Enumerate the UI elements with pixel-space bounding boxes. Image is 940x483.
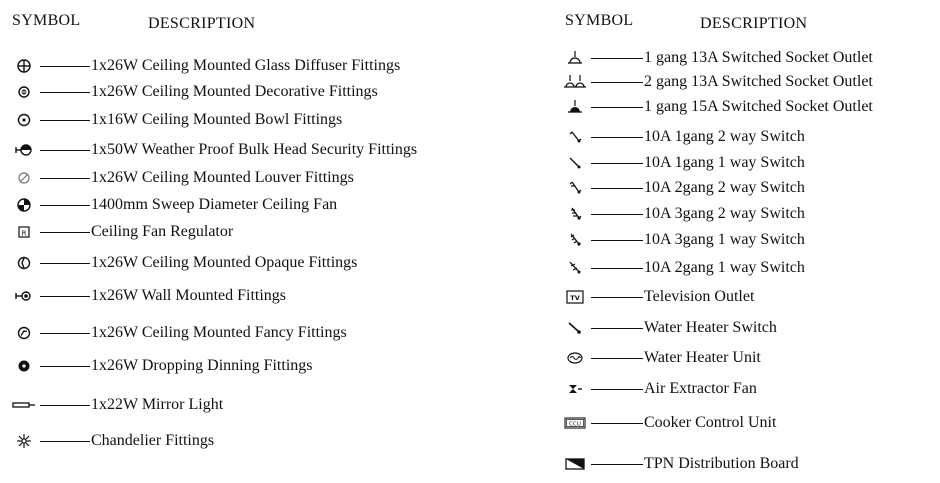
chandelier-icon bbox=[8, 430, 40, 452]
legend-row bbox=[8, 322, 347, 344]
leader-line bbox=[40, 178, 90, 179]
leader-line bbox=[40, 263, 90, 264]
leader-line bbox=[591, 82, 643, 83]
legend-description: 10A 2gang 2 way Switch bbox=[644, 179, 805, 196]
wall-fitting-icon bbox=[8, 285, 40, 307]
leader-line bbox=[591, 297, 643, 298]
legend-row bbox=[8, 55, 400, 77]
leader-line bbox=[591, 464, 643, 465]
leader-line bbox=[591, 188, 643, 189]
legend-description: 10A 1gang 2 way Switch bbox=[644, 128, 805, 145]
legend-row bbox=[559, 47, 873, 69]
leader-line bbox=[40, 92, 90, 93]
legend-description: 1x16W Ceiling Mounted Bowl Fittings bbox=[91, 111, 343, 128]
leader-line bbox=[40, 120, 90, 121]
ceiling-fan-icon bbox=[8, 194, 40, 216]
legend-description: 10A 2gang 1 way Switch bbox=[644, 259, 805, 276]
legend-description: Water Heater Unit bbox=[644, 349, 761, 366]
legend-description: 1x26W Ceiling Mounted Opaque Fittings bbox=[91, 254, 358, 271]
leader-line bbox=[40, 232, 90, 233]
legend-row bbox=[8, 430, 214, 452]
leader-line bbox=[40, 366, 90, 367]
legend-description: 1x26W Dropping Dinning Fittings bbox=[91, 357, 313, 374]
legend-row bbox=[559, 378, 757, 400]
legend-row bbox=[559, 412, 776, 434]
leader-line bbox=[591, 240, 643, 241]
legend-row bbox=[559, 317, 777, 339]
cooker-control-unit-icon bbox=[559, 412, 591, 434]
opaque-fitting-icon bbox=[8, 252, 40, 274]
legend-description: 2 gang 13A Switched Socket Outlet bbox=[644, 73, 873, 90]
legend-description: Chandelier Fittings bbox=[91, 432, 215, 449]
legend-row bbox=[559, 347, 761, 369]
legend-row bbox=[8, 139, 417, 161]
legend-row bbox=[8, 81, 378, 103]
legend-description: Air Extractor Fan bbox=[644, 380, 757, 397]
switch-1gang-1way-icon bbox=[559, 152, 591, 174]
leader-line bbox=[40, 441, 90, 442]
socket-1gang-13a-icon bbox=[559, 47, 591, 69]
legend-description: 1x26W Wall Mounted Fittings bbox=[91, 287, 287, 304]
leader-line bbox=[591, 214, 643, 215]
legend-row bbox=[559, 229, 805, 251]
legend-row bbox=[559, 96, 873, 118]
fan-regulator-icon bbox=[8, 221, 40, 243]
legend-row bbox=[559, 177, 805, 199]
legend-row bbox=[8, 167, 354, 189]
leader-line bbox=[591, 389, 643, 390]
leader-line bbox=[40, 296, 90, 297]
mirror-light-icon bbox=[8, 394, 40, 416]
legend-description: 1x50W Weather Proof Bulk Head Security Fittings bbox=[91, 141, 418, 158]
legend-description: Television Outlet bbox=[644, 288, 755, 305]
legend-row bbox=[559, 286, 754, 308]
bowl-fitting-icon bbox=[8, 109, 40, 131]
leader-line bbox=[591, 58, 643, 59]
legend-description: 10A 3gang 2 way Switch bbox=[644, 205, 805, 222]
legend-description: 10A 3gang 1 way Switch bbox=[644, 231, 805, 248]
leader-line bbox=[40, 405, 90, 406]
legend-row bbox=[559, 453, 799, 475]
leader-line bbox=[40, 333, 90, 334]
legend-row bbox=[8, 109, 342, 131]
legend-description: 1x26W Ceiling Mounted Fancy Fittings bbox=[91, 324, 347, 341]
leader-line bbox=[591, 268, 643, 269]
leader-line bbox=[40, 66, 90, 67]
legend-row bbox=[559, 257, 805, 279]
legend-row bbox=[8, 355, 313, 377]
leader-line bbox=[591, 328, 643, 329]
legend-description: TPN Distribution Board bbox=[644, 455, 799, 472]
legend-row bbox=[559, 126, 805, 148]
legend-row bbox=[8, 221, 233, 243]
legend-description: 10A 1gang 1 way Switch bbox=[644, 154, 805, 171]
legend-row bbox=[8, 285, 286, 307]
switch-3gang-2way-icon bbox=[559, 203, 591, 225]
svg-text:R: R bbox=[21, 229, 27, 238]
switch-2gang-1way-icon bbox=[559, 257, 591, 279]
leader-line bbox=[40, 150, 90, 151]
legend-description: Water Heater Switch bbox=[644, 319, 777, 336]
louver-fitting-icon bbox=[8, 167, 40, 189]
socket-2gang-13a-icon bbox=[559, 71, 591, 93]
switch-1gang-2way-icon bbox=[559, 126, 591, 148]
ccu-symbol-label: CCU bbox=[569, 421, 581, 428]
symbol-header: SYMBOL bbox=[565, 12, 634, 29]
legend-description: Ceiling Fan Regulator bbox=[91, 223, 234, 240]
legend-row bbox=[8, 194, 337, 216]
television-outlet-icon bbox=[559, 286, 591, 308]
leader-line bbox=[591, 137, 643, 138]
legend-description: Cooker Control Unit bbox=[644, 414, 777, 431]
legend-description: 1 gang 15A Switched Socket Outlet bbox=[644, 98, 873, 115]
legend-description: 1 gang 13A Switched Socket Outlet bbox=[644, 49, 873, 66]
leader-line bbox=[591, 107, 643, 108]
symbol-header: SYMBOL bbox=[12, 12, 81, 29]
leader-line bbox=[591, 358, 643, 359]
air-extractor-fan-icon bbox=[559, 378, 591, 400]
switch-2gang-2way-icon bbox=[559, 177, 591, 199]
decorative-fitting-icon bbox=[8, 81, 40, 103]
leader-line bbox=[591, 423, 643, 424]
legend-description: 1x26W Ceiling Mounted Louver Fittings bbox=[91, 169, 354, 186]
dropping-fitting-icon bbox=[8, 355, 40, 377]
legend-row bbox=[8, 394, 223, 416]
legend-description: 1x26W Ceiling Mounted Decorative Fittings bbox=[91, 83, 378, 100]
tpn-distribution-board-icon bbox=[559, 453, 591, 475]
legend-description: 1400mm Sweep Diameter Ceiling Fan bbox=[91, 196, 338, 213]
fancy-fitting-icon bbox=[8, 322, 40, 344]
leader-line bbox=[40, 205, 90, 206]
legend-row bbox=[559, 203, 805, 225]
legend-row bbox=[8, 252, 357, 274]
crossed-circle-icon bbox=[8, 55, 40, 77]
socket-1gang-15a-icon bbox=[559, 96, 591, 118]
legend-description: 1x26W Ceiling Mounted Glass Diffuser Fittings bbox=[91, 57, 401, 74]
legend-description: 1x22W Mirror Light bbox=[91, 396, 224, 413]
legend-row bbox=[559, 71, 873, 93]
description-header: DESCRIPTION bbox=[148, 15, 256, 32]
leader-line bbox=[591, 163, 643, 164]
water-heater-unit-icon bbox=[559, 347, 591, 369]
description-header: DESCRIPTION bbox=[700, 15, 808, 32]
legend-row bbox=[559, 152, 805, 174]
bulkhead-fitting-icon bbox=[8, 139, 40, 161]
water-heater-switch-icon bbox=[559, 317, 591, 339]
switch-3gang-1way-icon bbox=[559, 229, 591, 251]
tv-symbol-label: TV bbox=[570, 294, 580, 302]
